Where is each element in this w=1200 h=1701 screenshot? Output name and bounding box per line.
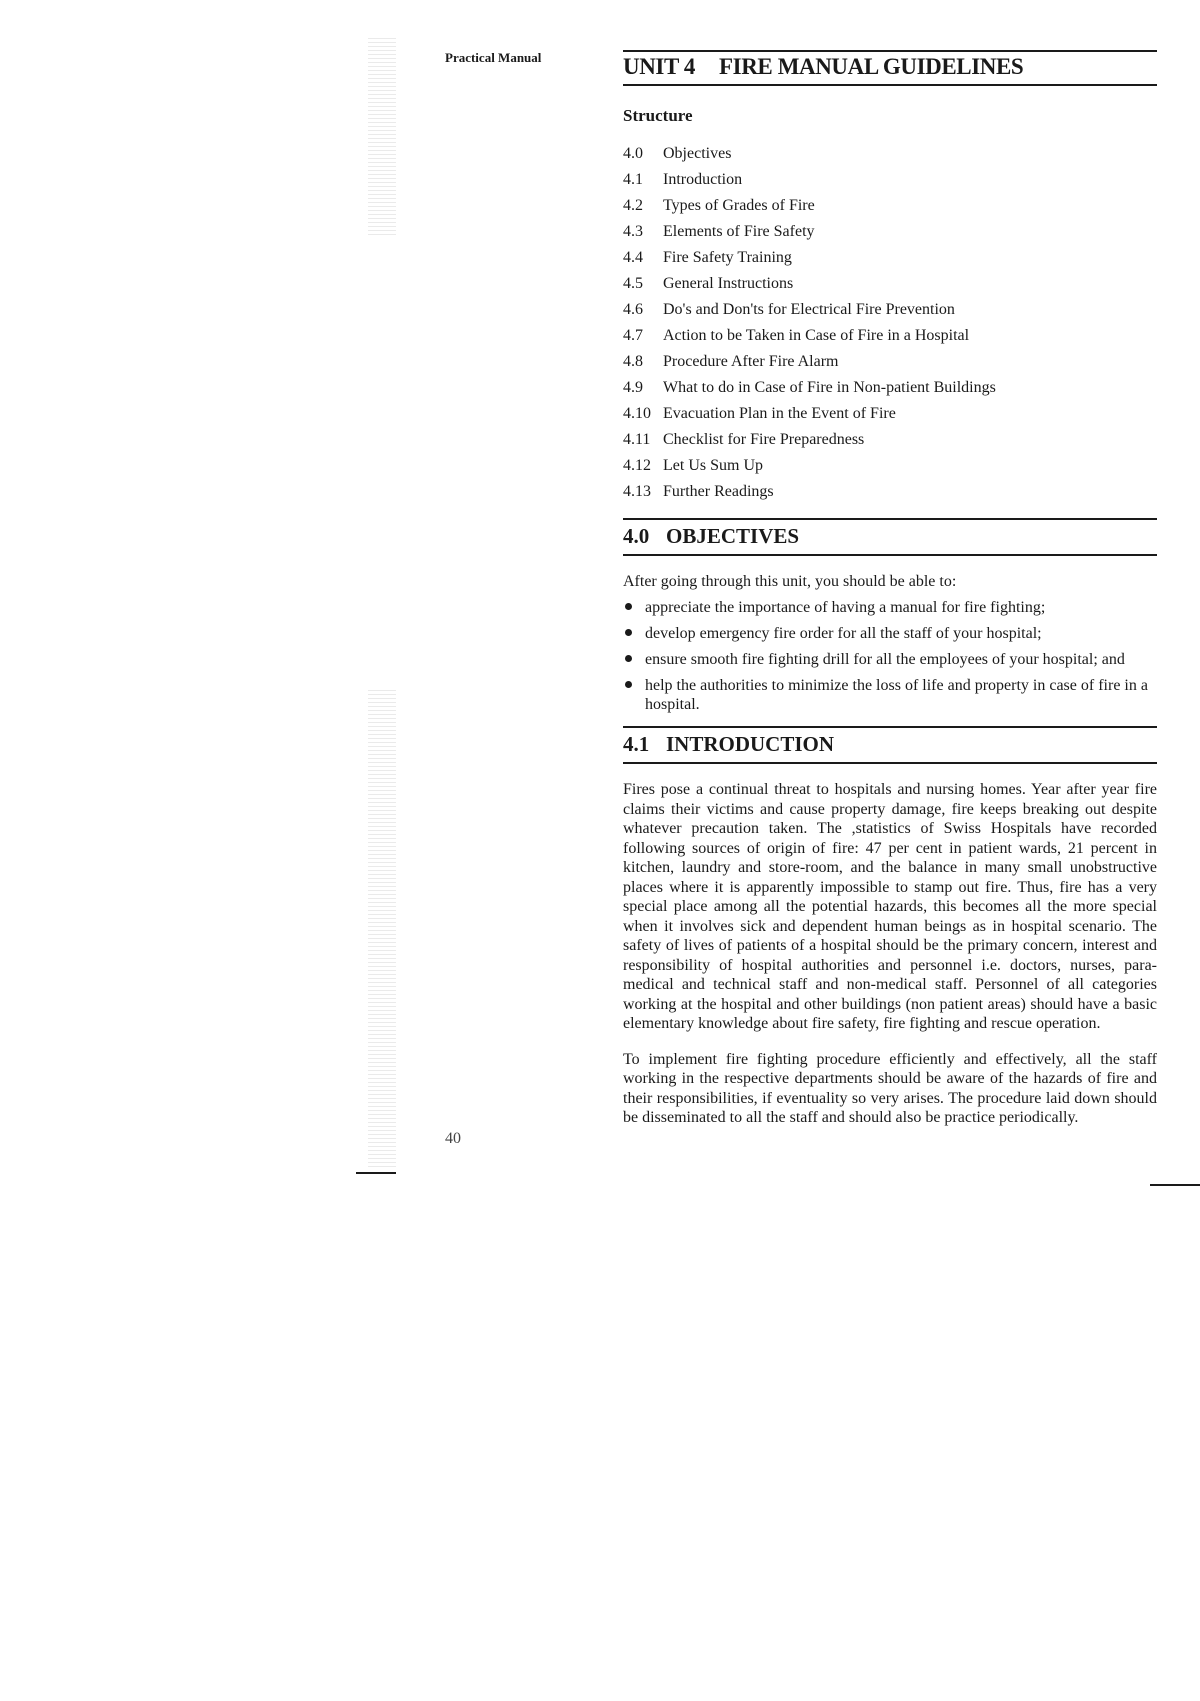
structure-item-label: Let Us Sum Up (663, 457, 763, 474)
objective-item (623, 598, 1157, 617)
structure-item-number: 4.6 (623, 301, 643, 318)
unit-heading (623, 50, 1157, 86)
section-number: 4.0 (623, 524, 650, 548)
bullet-icon (625, 629, 632, 636)
structure-item (623, 272, 1157, 298)
objectives-intro: After going through this unit, you should be able to: (623, 573, 957, 590)
structure-item (623, 376, 1157, 402)
bullet-icon (625, 681, 632, 688)
introduction-body (623, 780, 1157, 1128)
section-title: OBJECTIVES (666, 524, 800, 548)
section-title: INTRODUCTION (666, 732, 835, 756)
structure-item (623, 454, 1157, 480)
structure-item-label: Elements of Fire Safety (663, 223, 815, 240)
bullet-icon (625, 603, 632, 610)
scan-edge-rule-right (1150, 1184, 1200, 1186)
section-number: 4.1 (623, 732, 650, 756)
structure-item (623, 246, 1157, 272)
structure-item-label: Checklist for Fire Preparedness (663, 431, 865, 448)
scan-binding-edge-top (368, 38, 396, 238)
structure-item (623, 142, 1157, 168)
structure-item-number: 4.5 (623, 275, 643, 292)
structure-item-label: Further Readings (663, 483, 774, 500)
structure-item (623, 220, 1157, 246)
structure-item (623, 324, 1157, 350)
structure-item-number: 4.1 (623, 171, 643, 188)
structure-item (623, 428, 1157, 454)
structure-item-label: What to do in Case of Fire in Non-patient Buildings (663, 379, 996, 396)
objective-item (623, 650, 1157, 669)
objective-text: appreciate the importance of having a manual for fire fighting; (645, 599, 1046, 616)
structure-item-number: 4.10 (623, 405, 651, 422)
structure-item-label: Procedure After Fire Alarm (663, 353, 839, 370)
section-heading-introduction (623, 726, 1157, 764)
structure-item-number: 4.4 (623, 249, 643, 266)
structure-heading: Structure (623, 106, 693, 125)
structure-item-label: Evacuation Plan in the Event of Fire (663, 405, 896, 422)
running-head: Practical Manual (445, 50, 542, 65)
scan-binding-edge-bottom (368, 690, 396, 1170)
structure-item-number: 4.2 (623, 197, 643, 214)
introduction-paragraph: Fires pose a continual threat to hospitals and nursing homes. Year after year fire claims their victims and cause property damage, fire keeps breaking out despite whatever precaution taken. The ,statistics of Swiss Hospitals have recorded following sources of origin of fire: 47 per cent in patient wards, 21 percent in kitchen, laundry and store-room, and the balance in many small unobstructive places where it is apparently impossible to stamp out fire. Thus, fire has a very special place among all the potential hazards, this becomes all the more special when it involves sick and dependent human beings as in hospital scenario. The safety of lives of patients of a hospital should be the primary concern, interest and responsibility of hospital authorities and personnel i.e. doctors, nurses, para-medical and technical staff and non-medical staff. Personnel of all categories working at the hospital and other buildings (non patient areas) should have a basic elementary knowledge about fire safety, fire fighting and rescue operation. (623, 781, 1157, 1032)
structure-item-number: 4.13 (623, 483, 651, 500)
structure-list (623, 142, 1157, 506)
bullet-icon (625, 655, 632, 662)
page-number: 40 (445, 1130, 461, 1147)
scan-edge-rule-left (356, 1172, 396, 1174)
objective-text: develop emergency fire order for all the staff of your hospital; (645, 625, 1042, 642)
structure-item-label: Objectives (663, 145, 732, 162)
structure-item-number: 4.9 (623, 379, 643, 396)
section-heading-objectives (623, 518, 1157, 556)
objective-text: ensure smooth fire fighting drill for all the employees of your hospital; and (645, 651, 1125, 668)
objectives-list (623, 598, 1157, 714)
structure-item-number: 4.7 (623, 327, 643, 344)
unit-number: UNIT 4 (623, 54, 695, 79)
structure-item-number: 4.0 (623, 145, 643, 162)
structure-item-label: Introduction (663, 171, 743, 188)
structure-item-number: 4.11 (623, 431, 651, 448)
structure-item-label: Do's and Don'ts for Electrical Fire Prevention (663, 301, 955, 318)
structure-item (623, 194, 1157, 220)
structure-item-number: 4.3 (623, 223, 643, 240)
structure-item-label: Action to be Taken in Case of Fire in a Hospital (663, 327, 970, 344)
objective-item (623, 676, 1157, 714)
objective-text: help the authorities to minimize the loss of life and property in case of fire in a hospital. (645, 677, 1148, 713)
structure-item (623, 350, 1157, 376)
structure-item-number: 4.12 (623, 457, 651, 474)
structure-item-number: 4.8 (623, 353, 643, 370)
structure-item (623, 480, 1157, 506)
structure-item (623, 168, 1157, 194)
objective-item (623, 624, 1157, 643)
page-content (623, 50, 1157, 1128)
structure-item (623, 298, 1157, 324)
introduction-paragraph: To implement fire fighting procedure efficiently and effectively, all the staff working in the respective departments should be aware of the hazards of fire and their responsibilities, if eventuality so very arises. The procedure laid down should be disseminated to all the staff and should also be practice periodically. (623, 1050, 1157, 1126)
unit-title: FIRE MANUAL GUIDELINES (719, 54, 1024, 79)
structure-item (623, 402, 1157, 428)
structure-item-label: Types of Grades of Fire (663, 197, 815, 214)
structure-item-label: Fire Safety Training (663, 249, 792, 266)
structure-item-label: General Instructions (663, 275, 794, 292)
